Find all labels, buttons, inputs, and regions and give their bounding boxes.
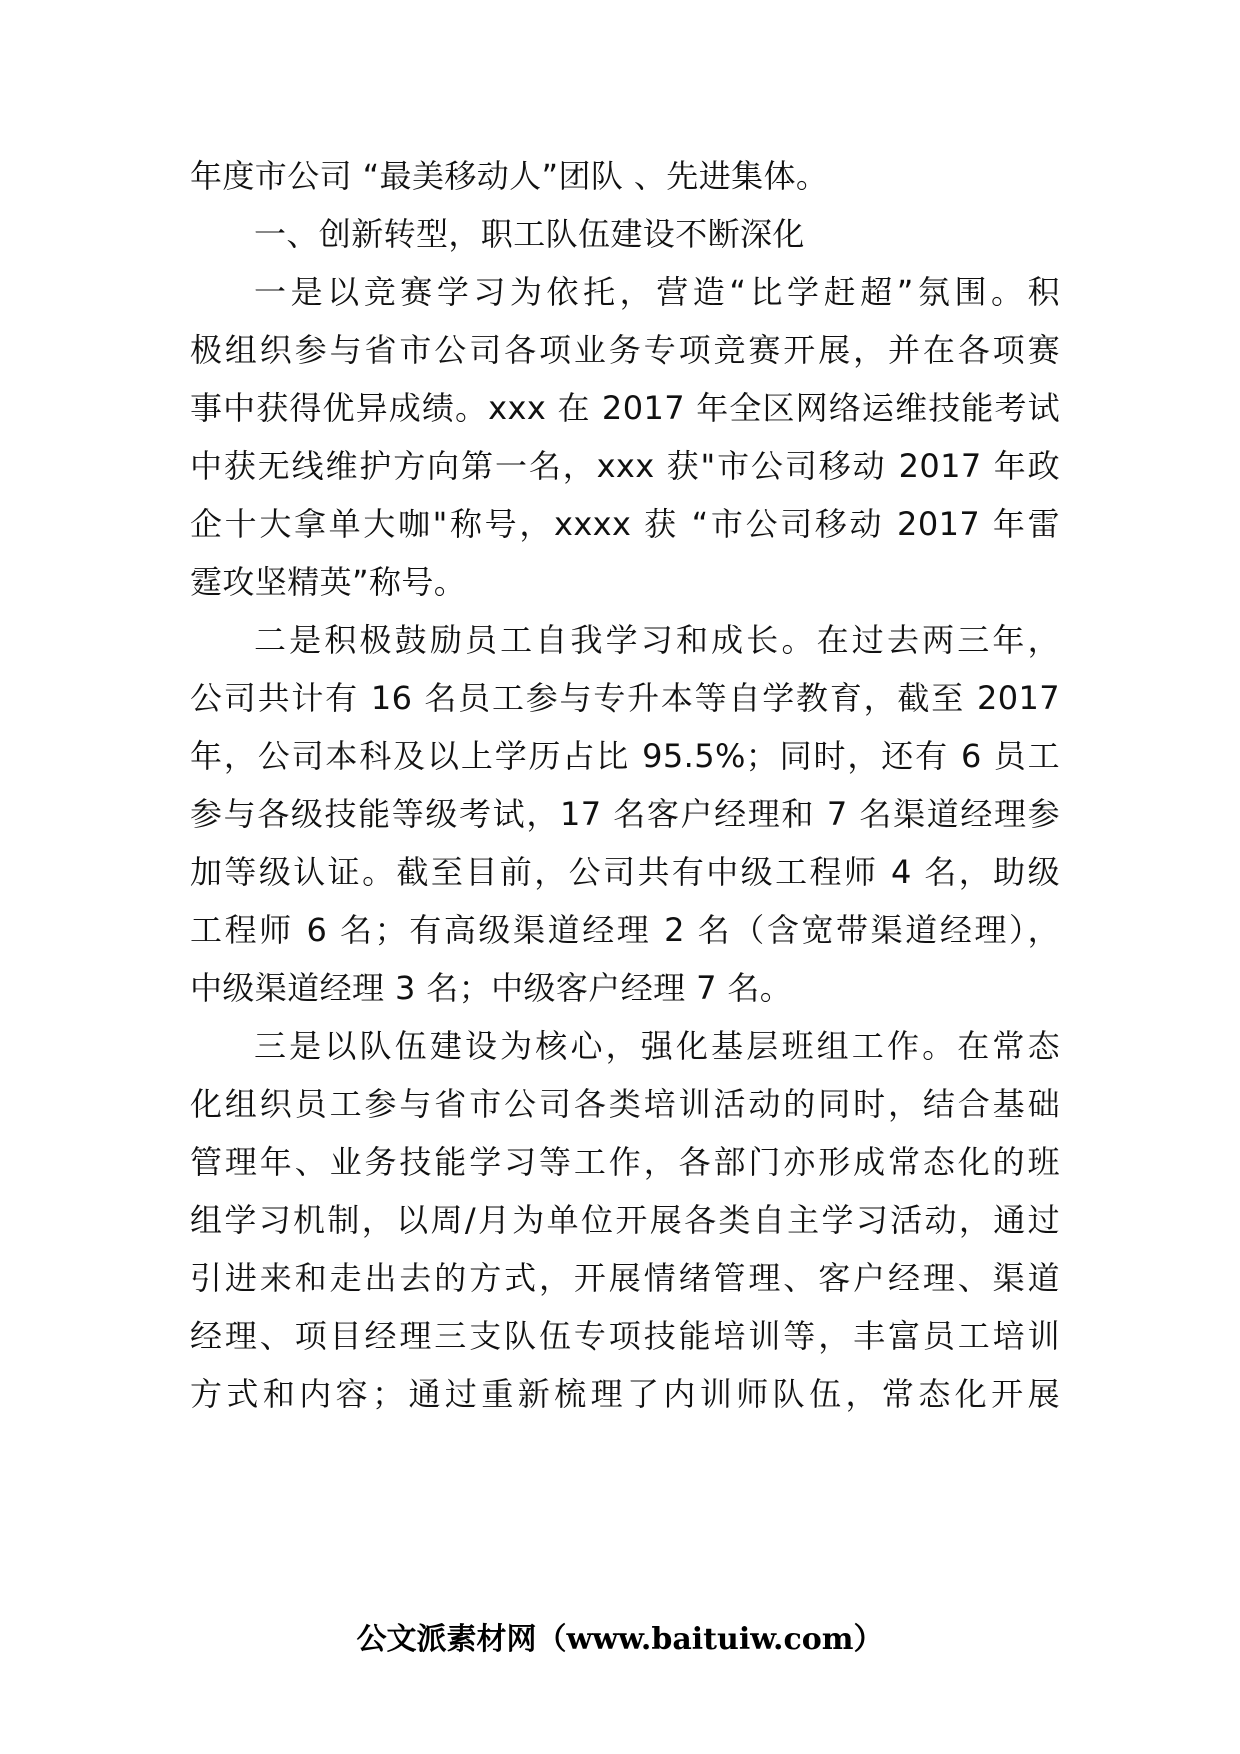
text-line-16: 三是以队伍建设为核心，强化基层班组工作。在常态 [254, 1027, 1060, 1065]
text-line-1: 年度市公司 “最美移动人”团队 、先进集体。 [190, 157, 829, 195]
text-line-21: 经理、项目经理三支队伍专项技能培训等，丰富员工培训 [190, 1317, 1060, 1355]
text-line-15: 中级渠道经理 3 名；中级客户经理 7 名。 [190, 969, 793, 1007]
text-line-20: 引进来和走出去的方式，开展情绪管理、客户经理、渠道 [190, 1259, 1060, 1297]
text-line-14: 工程师 6 名；有高级渠道经理 2 名（含宽带渠道经理）， [190, 911, 1060, 949]
text-line-8: 霆攻坚精英”称号。 [190, 563, 467, 601]
text-line-12: 参与各级技能等级考试，17 名客户经理和 7 名渠道经理参 [190, 795, 1060, 833]
text-line-18: 管理年、业务技能学习等工作，各部门亦形成常态化的班 [190, 1143, 1060, 1181]
text-line-7: 企十大拿单大咖"称号，xxxx 获 “市公司移动 2017 年雷 [190, 505, 1060, 543]
footer-watermark: 公文派素材网（www.baituiw.com） [356, 1622, 884, 1657]
text-line-19: 组学习机制，以周/月为单位开展各类自主学习活动，通过 [190, 1201, 1060, 1239]
text-line-13: 加等级认证。截至目前，公司共有中级工程师 4 名，助级 [190, 853, 1060, 891]
text-line-4: 极组织参与省市公司各项业务专项竞赛开展，并在各项赛 [190, 331, 1060, 369]
section-heading: 一、创新转型，职工队伍建设不断深化 [254, 215, 805, 253]
text-line-3: 一是以竞赛学习为依托，营造“比学赶超”氛围。积 [254, 273, 1060, 311]
text-line-11: 年，公司本科及以上学历占比 95.5%；同时，还有 6 员工 [190, 737, 1060, 775]
text-line-9: 二是积极鼓励员工自我学习和成长。在过去两三年， [254, 621, 1060, 659]
text-line-6: 中获无线维护方向第一名，xxx 获"市公司移动 2017 年政 [190, 447, 1060, 485]
text-line-22: 方式和内容；通过重新梳理了内训师队伍，常态化开展 [190, 1375, 1060, 1413]
text-line-17: 化组织员工参与省市公司各类培训活动的同时，结合基础 [190, 1085, 1060, 1123]
text-line-5: 事中获得优异成绩。xxx 在 2017 年全区网络运维技能考试 [190, 389, 1060, 427]
text-line-10: 公司共计有 16 名员工参与专升本等自学教育，截至 2017 [190, 679, 1060, 717]
